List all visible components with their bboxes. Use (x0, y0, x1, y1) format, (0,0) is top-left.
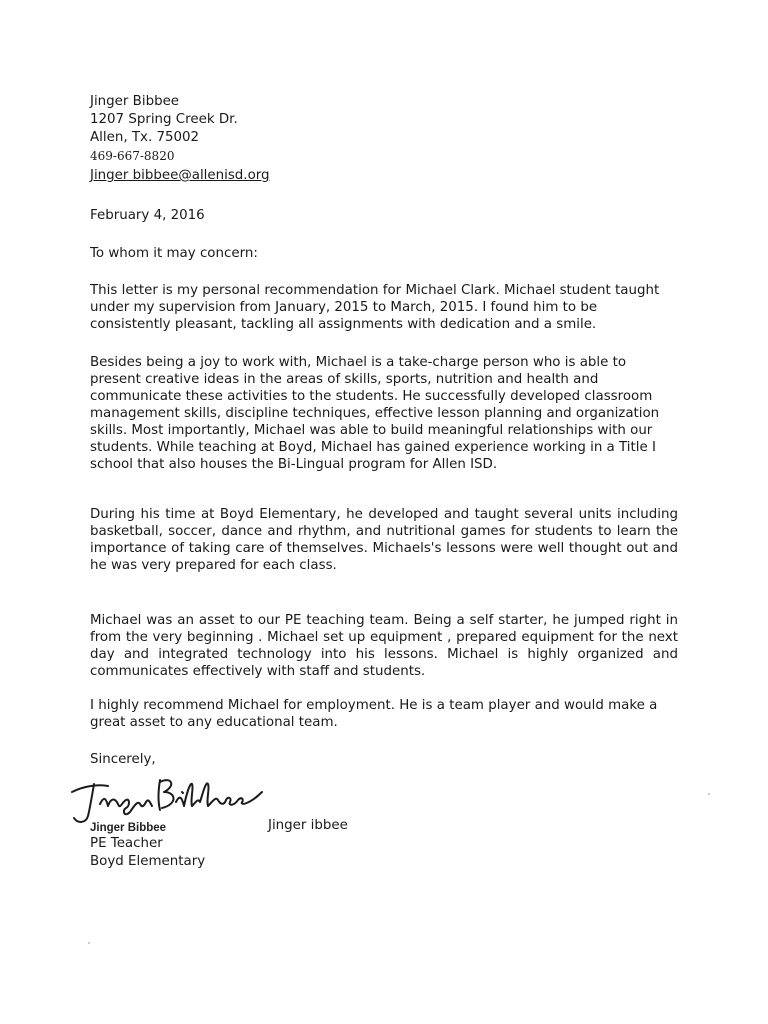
closing: Sincerely, (90, 752, 156, 767)
body-paragraph-3: During his time at Boyd Elementary, he developed and taught several units including basketball, soccer, dance and rhythm, and nutritional games for students to learn the importance of taking care of themselves. Michaels's lessons were well thought out and he was very prepared for each class. (90, 507, 678, 573)
scan-speck (708, 793, 710, 795)
sender-name: Jinger Bibbee (90, 94, 180, 109)
signature-side-name: Jinger ibbee (268, 818, 348, 833)
sender-email[interactable]: Jinger bibbee@allenisd.org (90, 168, 270, 183)
body-paragraph-2: Besides being a joy to work with, Michael is a take-charge person who is able to present creative ideas in the areas of skills, sports, nutrition and health and communicate these activities to the students. He successfully developed classroom management skills, discipline techniques, effective lesson planning and organization skills. Most importantly, Michael was able to build meaningful relationships with our students. While teaching at Boyd, Michael has gained experience working in a Title I school that also houses the Bi-Lingual program for Allen ISD. (90, 355, 660, 472)
handwritten-signature (64, 766, 274, 828)
signature-printed-name: Jinger Bibbee (90, 822, 167, 834)
sender-street: 1207 Spring Creek Dr. (90, 112, 238, 127)
sender-city: Allen, Tx. 75002 (90, 130, 200, 145)
letter-date: February 4, 2016 (90, 208, 205, 223)
signer-title: PE Teacher (90, 836, 163, 851)
sender-phone: 469-667-8820 (90, 149, 175, 163)
body-paragraph-1: This letter is my personal recommendation for Michael Clark. Michael student taught under my supervision from January, 2015 to March, 2015. I found him to be consistently pleasant, tackling all assignments with dedication and a smile. (90, 283, 660, 332)
salutation: To whom it may concern: (90, 246, 258, 261)
body-paragraph-4: Michael was an asset to our PE teaching team. Being a self starter, he jumped right in from the very beginning . Michael set up equipment , prepared equipment for the next day and integrated technology into his lessons. Michael is highly organized and communicates effectively with staff and students. (90, 613, 678, 679)
body-paragraph-5: I highly recommend Michael for employment. He is a team player and would make a great asset to any educational team. (90, 698, 658, 730)
signer-school: Boyd Elementary (90, 854, 206, 869)
scan-speck (88, 942, 90, 944)
